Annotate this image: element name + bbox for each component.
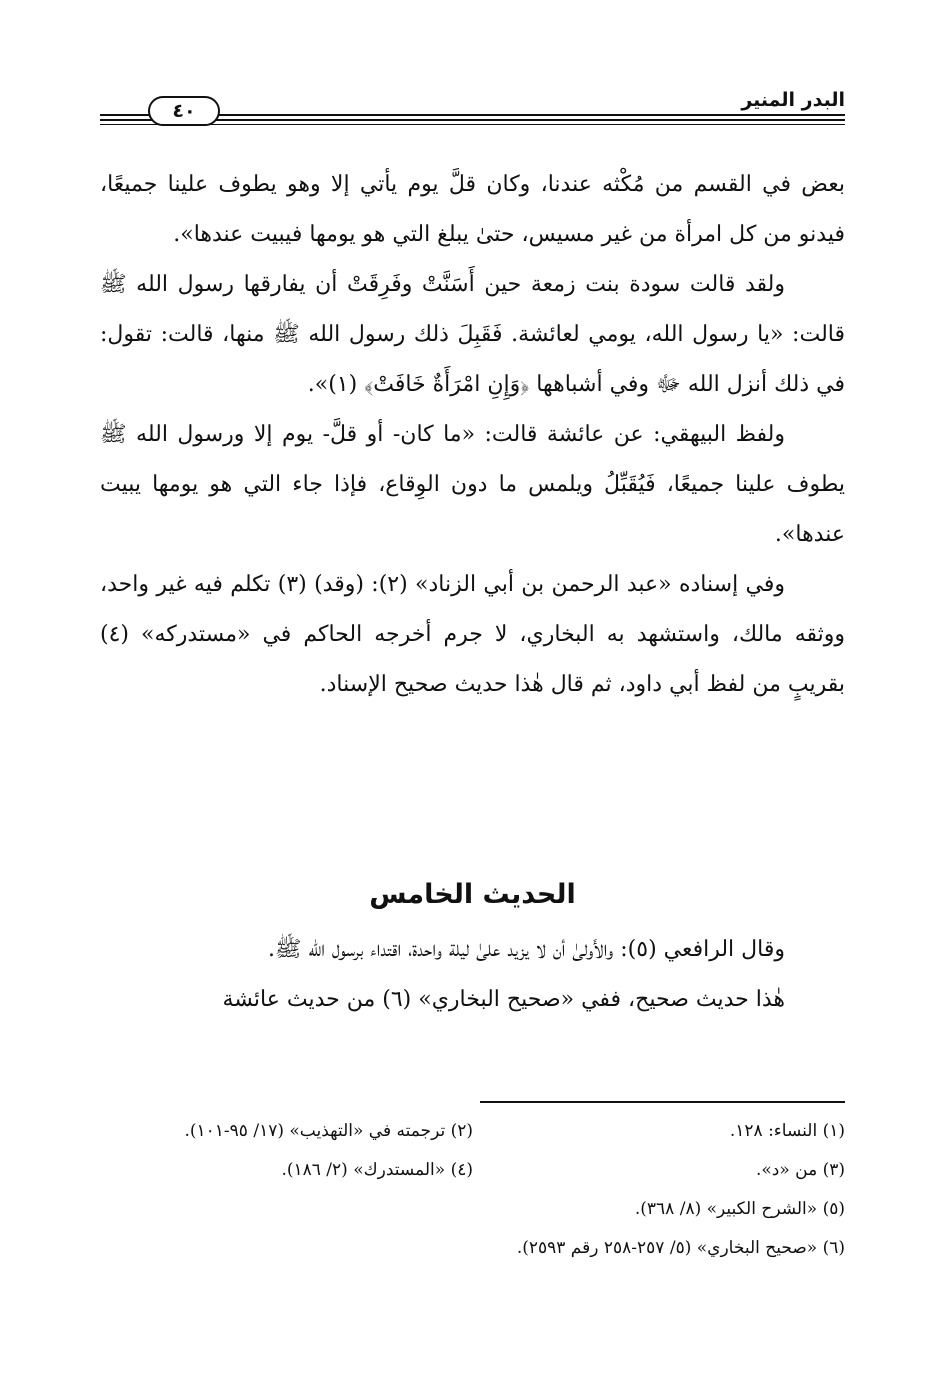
footnote-row xyxy=(100,1190,845,1229)
footnote-row xyxy=(100,1229,845,1268)
paragraph: وقال الرافعي (٥): والأَولىٰ أن لا يزيد علىٰ ليلة واحدة، اقتداء برسول الله ﷺ. xyxy=(267,937,785,962)
paragraph: ولقد قالت سودة بنت زمعة حين أَسَنَّتْ وفَرِقَتْ أن يفارقها رسول الله ﷺ قالت: «يا رسول الله، يومي لعائشة. فَقَبِلَ ذلك رسول الله ﷺ منها، قالت: تقول: في ذلك أنزل الله ﷻ وفي أشباهها ﴿وَإِنِ امْرَأَةٌ خَافَتْ﴾ (١)». xyxy=(100,272,845,397)
footnote: (٣) من «د». xyxy=(755,1160,845,1180)
page-header xyxy=(100,88,845,128)
running-title: البدر المنير xyxy=(741,89,845,111)
footnote: (٦) «صحيح البخاري» (٥/ ٢٥٧-٢٥٨ رقم ٢٥٩٣). xyxy=(516,1238,845,1258)
main-text xyxy=(100,160,845,710)
footnote: (٤) «المستدرك» (٢/ ١٨٦). xyxy=(281,1160,473,1180)
main-text-continued xyxy=(100,925,845,1025)
footnote-row xyxy=(100,1151,845,1190)
footnote-row xyxy=(100,1112,845,1151)
paragraph: بعض في القسم من مُكْثه عندنا، وكان قلَّ يوم يأتي إلا وهو يطوف علينا جميعًا، فيدنو من كل امرأة من غير مسيس، حتىٰ يبلغ التي هو يومها فيبيت عندها». xyxy=(100,172,845,247)
footnote: (٢) ترجمته في «التهذيب» (١٧/ ٩٥-١٠١). xyxy=(184,1121,473,1141)
footnote: (١) النساء: ١٢٨. xyxy=(729,1121,845,1141)
footnote-separator xyxy=(480,1101,845,1103)
section-heading: الحديث الخامس xyxy=(369,879,576,910)
page-number: ٤٠ xyxy=(148,96,220,126)
footnotes xyxy=(100,1112,845,1268)
paragraph: ولفظ البيهقي: عن عائشة قالت: «ما كان- أو قلَّ- يوم إلا ورسول الله ﷺ يطوف علينا جميعًا، فَيُقَبِّلُ ويلمس ما دون الوِقاع، فإذا جاء التي هو يومها يبيت عندها». xyxy=(100,422,845,547)
paragraph: هٰذا حديث صحيح، ففي «صحيح البخاري» (٦) من حديث عائشة xyxy=(222,987,785,1012)
footnote: (٥) «الشرح الكبير» (٨/ ٣٦٨). xyxy=(634,1199,845,1219)
paragraph: وفي إسناده «عبد الرحمن بن أبي الزناد» (٢): (وقد) (٣) تكلم فيه غير واحد، ووثقه مالك، واستشهد به البخاري، لا جرم أخرجه الحاكم في «مستدركه» (٤) بقريبٍ من لفظ أبي داود، ثم قال هٰذا حديث صحيح الإسناد. xyxy=(100,572,845,697)
